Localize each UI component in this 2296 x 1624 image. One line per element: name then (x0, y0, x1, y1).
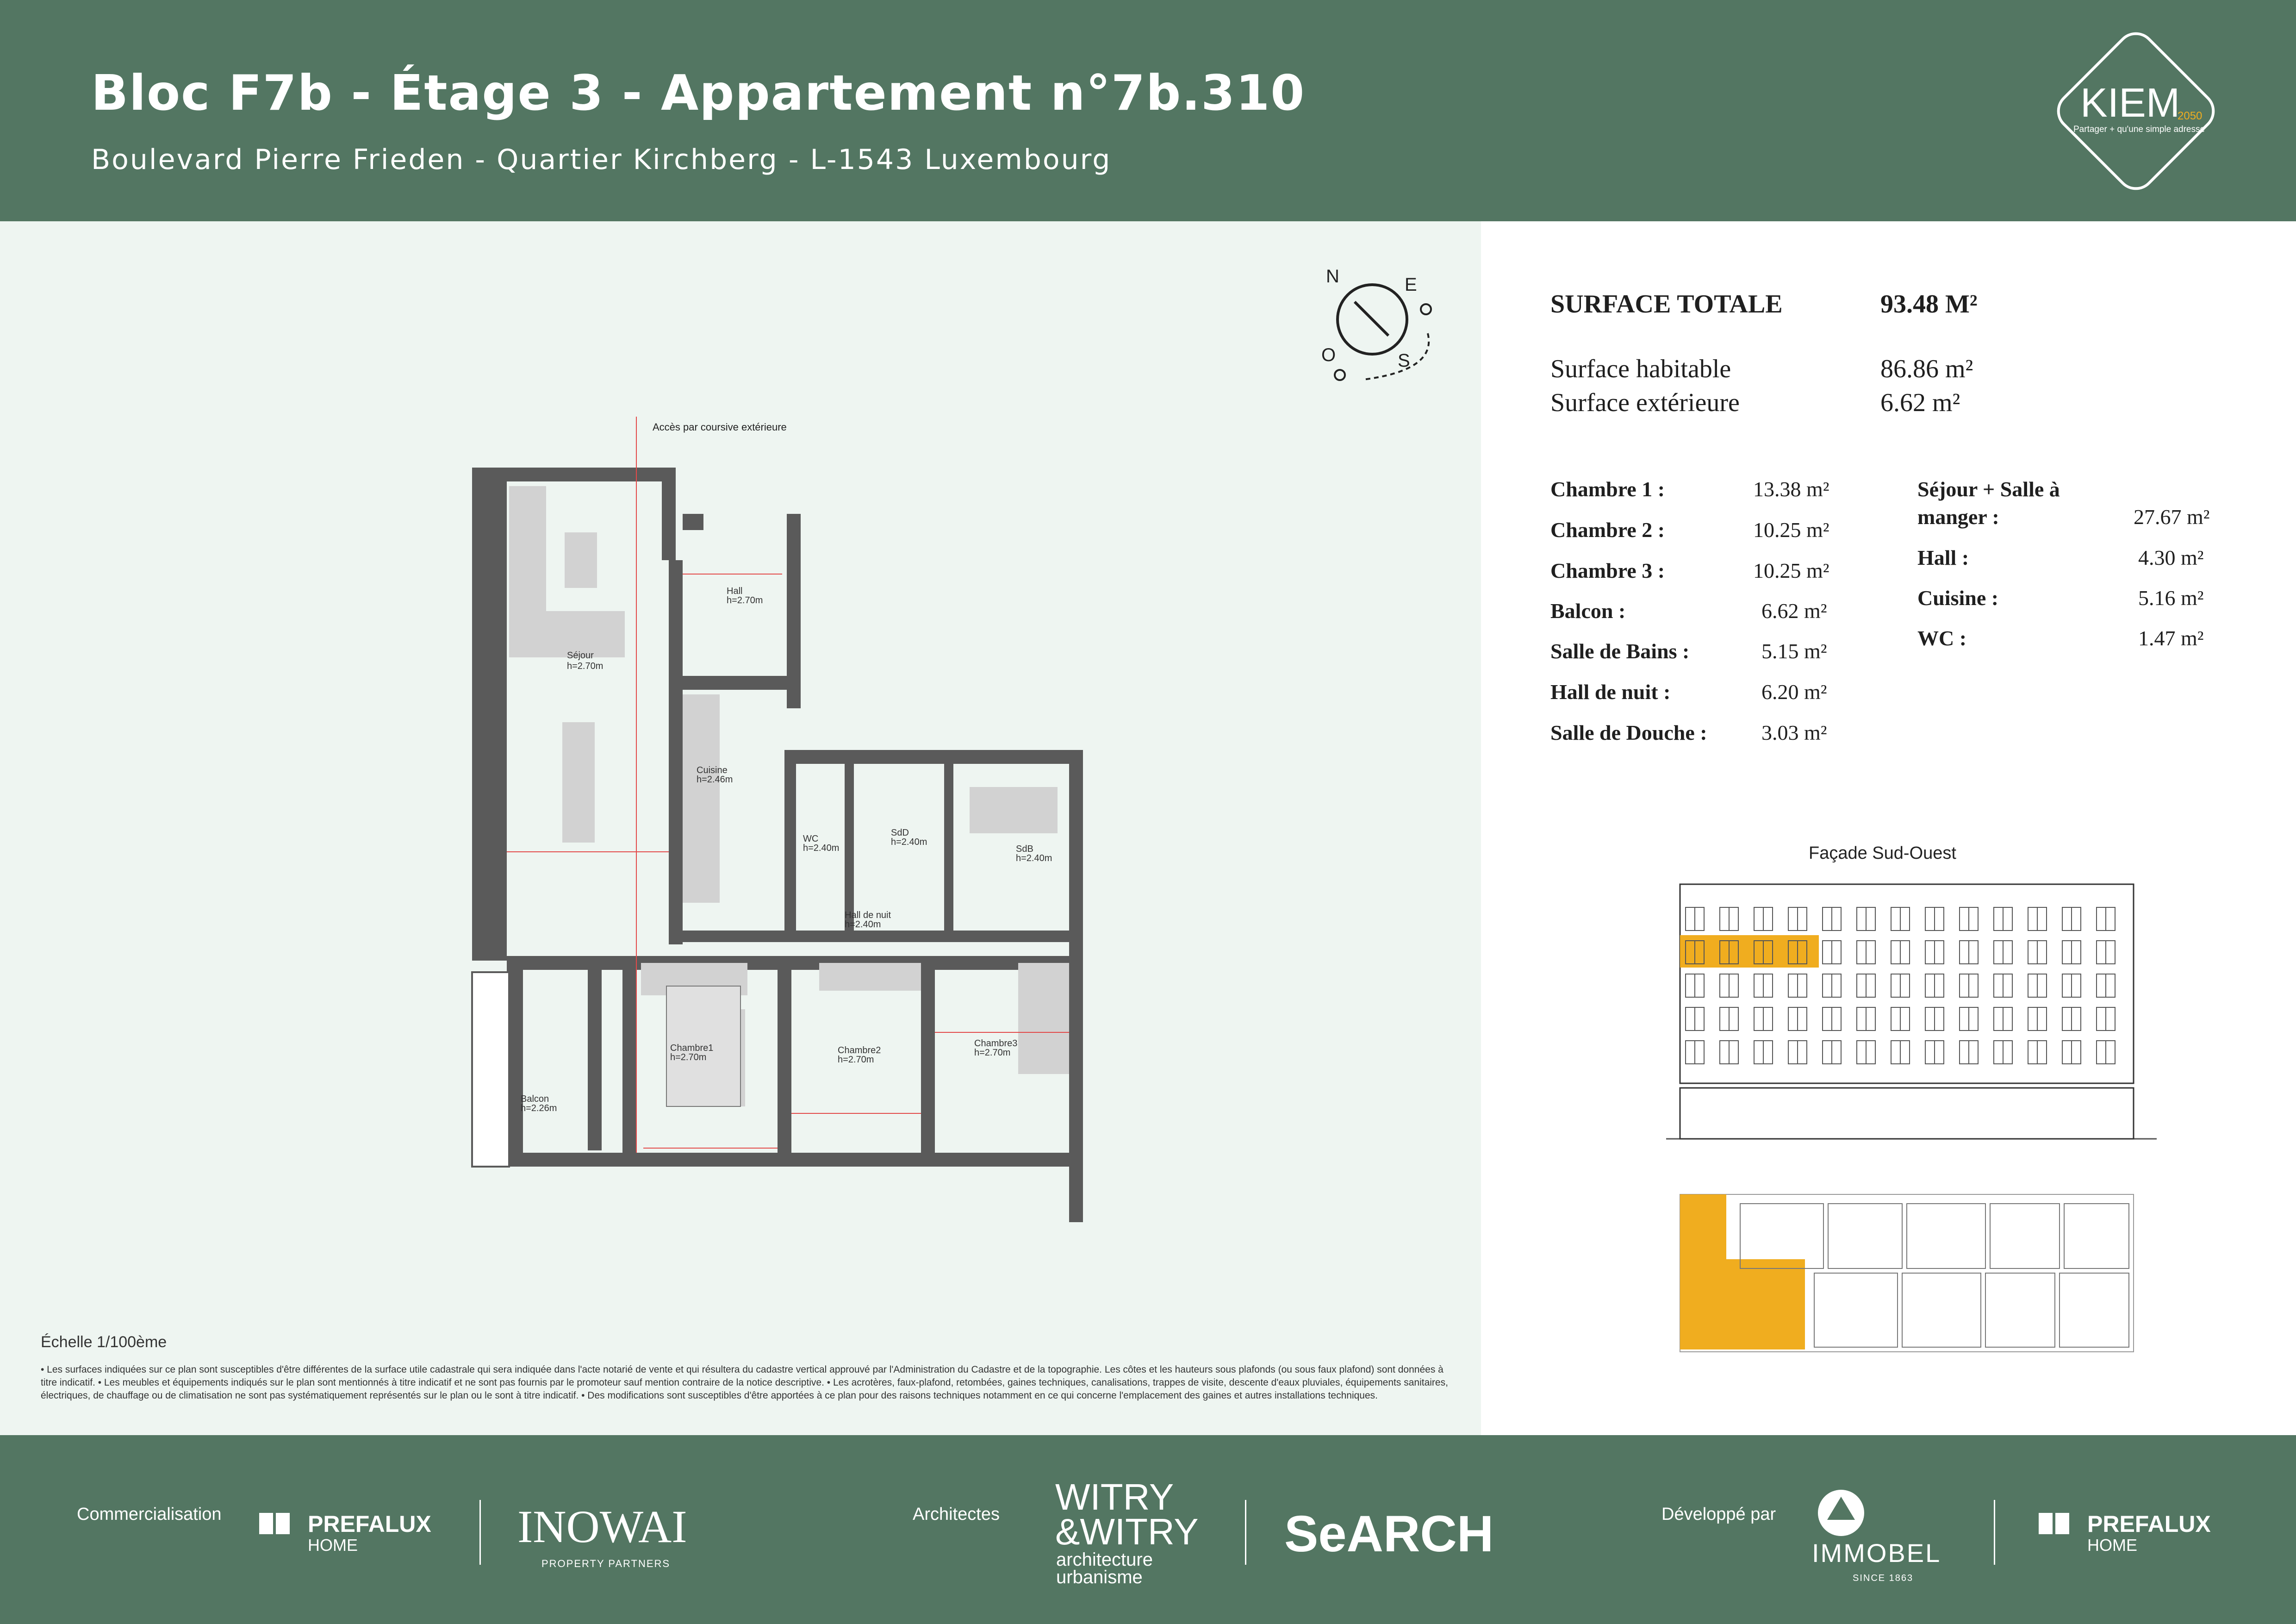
inowai-logo: INOWAI (517, 1501, 687, 1552)
witry-logo-2: &WITRY (1055, 1511, 1199, 1552)
room-hall: Hall (727, 586, 743, 596)
kiem-logo (2034, 19, 2238, 204)
disclaimer: • Les surfaces indiquées sur ce plan sont susceptibles d'être différentes de la surface utile cadastrale qui sera indiquée dans l'acte notarié de vente et qui résultera du cadastre vertical approuvé par l'Administration du Cadastre et de la topographie. Les côtes et les hauteurs sous plafonds (ou sous faux plafond) sont données à titre indicatif. • Les meubles et équipements indiqués sur le plan sont mentionnés à titre indicatif et ne sont pas fournis par le promoteur sauf mention contraire de la notice descriptive. • Les acrotères, faux-plafond, retombées, gaines techniques, canalisations, trappes de visite, descente d'eaux pluviales, équipements sanitaires, électriques, de chauffage ou de climatisation ne sont pas systématiquement représentés sur le plan ou le sont à titre indicatif. • Des modifications sont susceptibles d'être apportées à ce plan pour des raisons techniques notamment en ce qui concerne l'emplacement des gaines et autres installations techniques. (41, 1364, 1448, 1401)
room-sdb-height: h=2.40m (1016, 853, 1052, 863)
room-chambre3-height: h=2.70m (974, 1048, 1011, 1058)
room-halldenuit-height: h=2.40m (845, 919, 881, 930)
prefalux-logo-mark-2 (2055, 1513, 2069, 1534)
immobel-logo-icon (1816, 1487, 1867, 1538)
room-cuisine: Cuisine (697, 765, 728, 775)
list-item-value: 6.62 m² (1761, 599, 1827, 623)
surface-exterieure-value: 6.62 m² (1880, 388, 1960, 417)
list-item-label: WC : (1917, 626, 1967, 650)
room-chambre1-height: h=2.70m (670, 1052, 707, 1062)
prefalux-logo-mark (259, 1513, 273, 1534)
room-chambre3: Chambre3 (974, 1038, 1018, 1049)
header-band (0, 0, 2296, 221)
prefalux-home-right: HOME (2087, 1536, 2137, 1555)
surface-total-label: SURFACE TOTALE (1550, 290, 1783, 319)
room-sdb: SdB (1016, 844, 1033, 854)
list-item-value: 27.67 m² (2134, 505, 2210, 529)
room-halldenuit: Hall de nuit (845, 910, 891, 920)
room-sdd: SdD (891, 828, 909, 838)
room-balcon-height: h=2.26m (521, 1103, 557, 1113)
list-item-value: 3.03 m² (1761, 721, 1827, 744)
list-item-label: Hall : (1917, 546, 1969, 569)
list-item-label: Chambre 3 : (1550, 559, 1665, 582)
list-item-value: 10.25 m² (1753, 559, 1829, 582)
list-item-label: Salle de Bains : (1550, 639, 1690, 663)
compass-o: O (1321, 345, 1336, 365)
prefalux-home: HOME (308, 1536, 358, 1555)
list-item-label: Hall de nuit : (1550, 680, 1671, 704)
room-wc-height: h=2.40m (803, 843, 840, 853)
surface-habitable-label: Surface habitable (1550, 355, 1731, 383)
witry-logo-3: architecture (1056, 1549, 1153, 1570)
footer-band (0, 1435, 2296, 1624)
sun-west-icon (1335, 370, 1345, 380)
kiem-logo-tagline: Partager + qu'une simple adresse (2073, 125, 2205, 134)
witry-logo-1: WITRY (1055, 1476, 1174, 1518)
commercialisation-label: Commercialisation (77, 1505, 222, 1524)
list-item-label: Séjour + Salle à (1917, 477, 2060, 501)
page-title: Bloc F7b - Étage 3 - Appartement n°7b.310 (91, 65, 1306, 121)
architectes-label: Architectes (913, 1505, 1000, 1524)
list-item-label-line2: manger : (1917, 505, 1999, 529)
list-item-value: 4.30 m² (2138, 546, 2204, 569)
access-label: Accès par coursive extérieure (653, 421, 787, 433)
list-item-value: 6.20 m² (1761, 680, 1827, 704)
compass-s: S (1398, 350, 1410, 371)
page-subtitle: Boulevard Pierre Frieden - Quartier Kirchberg - L-1543 Luxembourg (91, 144, 1112, 176)
scale-label: Échelle 1/100ème (41, 1333, 167, 1351)
room-chambre2-height: h=2.70m (838, 1055, 874, 1065)
list-item-value: 5.16 m² (2138, 586, 2204, 610)
list-item-label: Balcon : (1550, 599, 1626, 623)
developpe-label: Développé par (1661, 1505, 1776, 1524)
list-item-value: 13.38 m² (1753, 477, 1829, 501)
sun-east-icon (1421, 304, 1431, 314)
list-item-value: 10.25 m² (1753, 518, 1829, 542)
room-sejour: Séjour (567, 650, 594, 661)
list-item-value: 1.47 m² (2138, 626, 2204, 650)
surface-habitable-value: 86.86 m² (1880, 355, 1973, 383)
facade-label: Façade Sud-Ouest (1809, 843, 1956, 863)
room-balcon: Balcon (521, 1094, 549, 1104)
prefalux-logo-mark (2039, 1513, 2053, 1534)
room-chambre2: Chambre2 (838, 1045, 881, 1056)
list-item-label: Chambre 1 : (1550, 477, 1665, 501)
search-logo: SeARCH (1284, 1505, 1494, 1562)
list-item-value: 5.15 m² (1761, 639, 1827, 663)
key-plan (1675, 1190, 2138, 1356)
sun-path-arrow (1363, 333, 1429, 380)
balcony-area (472, 972, 509, 1167)
immobel-logo: IMMOBEL (1812, 1538, 1941, 1568)
room-sejour-height: h=2.70m (567, 661, 604, 671)
surface-total-value: 93.48 M² (1880, 290, 1978, 319)
inowai-sub: PROPERTY PARTNERS (541, 1558, 671, 1569)
prefalux-logo-right: PREFALUX (2087, 1511, 2211, 1537)
room-chambre1: Chambre1 (670, 1043, 714, 1053)
kiem-logo-year: 2050 (2178, 110, 2203, 122)
floor-plan (463, 417, 1111, 1222)
witry-logo-4: urbanisme (1056, 1567, 1143, 1587)
kiem-logo-text: KIEM (2080, 80, 2180, 125)
divider (1994, 1500, 1995, 1565)
divider (479, 1500, 481, 1565)
list-item-label: Chambre 2 : (1550, 518, 1665, 542)
compass-e: E (1405, 275, 1417, 295)
list-item-label: Cuisine : (1917, 586, 1999, 610)
surface-exterieure-label: Surface extérieure (1550, 388, 1740, 417)
room-cuisine-height: h=2.46m (697, 775, 733, 785)
list-item-label: Salle de Douche : (1550, 721, 1707, 744)
compass-n: N (1326, 266, 1339, 287)
facade-elevation (1666, 870, 2157, 1143)
compass (1312, 264, 1451, 403)
room-wc: WC (803, 834, 819, 844)
prefalux-logo-mark-2 (276, 1513, 290, 1534)
room-sdd-height: h=2.40m (891, 837, 927, 847)
room-hall-height: h=2.70m (727, 595, 763, 606)
immobel-sub: SINCE 1863 (1853, 1573, 1914, 1583)
prefalux-logo: PREFALUX (308, 1511, 431, 1537)
divider (1245, 1500, 1246, 1565)
